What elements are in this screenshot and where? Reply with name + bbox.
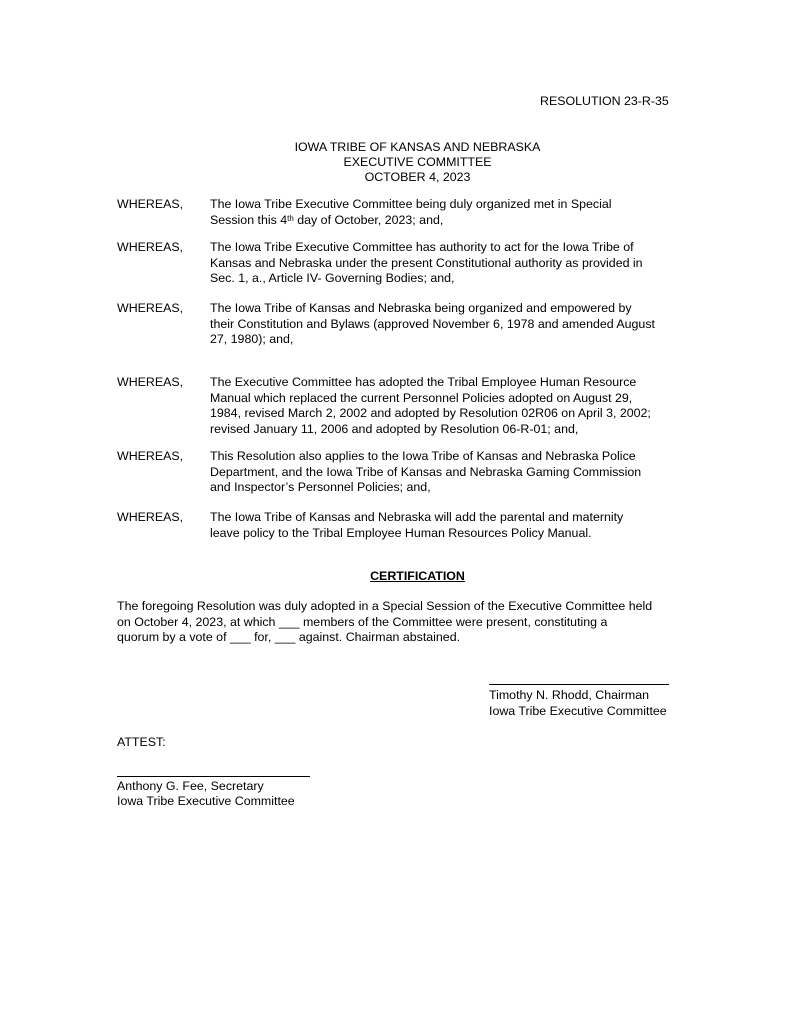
- clause-line: their Constitution and Bylaws (approved November 6, 1978 and amended August: [210, 316, 655, 331]
- clause-line: Sec. 1, a., Article IV- Governing Bodies; and,: [210, 271, 455, 285]
- certification-line: quorum by a vote of ___ for, ___ against. Chairman abstained.: [117, 630, 461, 644]
- clause-3: [210, 301, 690, 348]
- clause-line: [210, 213, 690, 229]
- clause-line: The Executive Committee has adopted the Tribal Employee Human Resource: [210, 375, 637, 389]
- whereas-label: WHEREAS,: [117, 449, 184, 463]
- clause-line: 27, 1980); and,: [210, 332, 294, 346]
- whereas-label: WHEREAS,: [117, 375, 184, 389]
- clause-line: This Resolution also applies to the Iowa Tribe of Kansas and Nebraska Police: [210, 449, 636, 463]
- whereas-label: WHEREAS,: [117, 197, 184, 211]
- clause-2: [210, 240, 690, 287]
- header-committee: EXECUTIVE COMMITTEE: [343, 155, 492, 169]
- chairman-name: Timothy N. Rhodd, Chairman: [489, 688, 649, 702]
- header-tribe-name: IOWA TRIBE OF KANSAS AND NEBRASKA: [294, 140, 541, 154]
- secretary-signature-line: [117, 776, 310, 777]
- secretary-name: Anthony G. Fee, Secretary: [117, 779, 264, 793]
- clause-line: Department, and the Iowa Tribe of Kansas and Nebraska Gaming Commission: [210, 464, 642, 479]
- certification-line: on October 4, 2023, at which ___ members of the Committee were present, constituting a: [117, 614, 608, 629]
- clause-line: and Inspector’s Personnel Policies; and,: [210, 480, 431, 494]
- clause-line: The Iowa Tribe Executive Committee being duly organized met in Special: [210, 197, 612, 211]
- clause-line: leave policy to the Tribal Employee Human Resources Policy Manual.: [210, 525, 592, 540]
- resolution-number: RESOLUTION 23-R-35: [540, 94, 669, 108]
- clause-line: 1984, revised March 2, 2002 and adopted by Resolution 02R06 on April 3, 2002;: [210, 406, 651, 420]
- ordinal-suffix: th: [287, 213, 294, 223]
- clause-4: [210, 375, 690, 437]
- certification-heading: CERTIFICATION: [370, 569, 465, 583]
- clause-text: Session this 4: [210, 212, 288, 227]
- clause-line: The Iowa Tribe Executive Committee has authority to act for the Iowa Tribe of: [210, 240, 634, 254]
- clause-line: The Iowa Tribe of Kansas and Nebraska will add the parental and maternity: [210, 510, 624, 524]
- whereas-label: WHEREAS,: [117, 240, 184, 254]
- clause-1: [210, 197, 690, 228]
- clause-line: revised January 11, 2006 and adopted by Resolution 06-R-01; and,: [210, 421, 579, 436]
- clause-6: [210, 510, 690, 541]
- secretary-title: Iowa Tribe Executive Committee: [117, 794, 295, 808]
- clause-line: Manual which replaced the current Personnel Policies adopted on August 29,: [210, 390, 633, 405]
- certification-line: The foregoing Resolution was duly adopted in a Special Session of the Executive Committee held: [117, 599, 653, 613]
- chairman-signature-line: [489, 684, 669, 685]
- chairman-title: Iowa Tribe Executive Committee: [489, 704, 667, 718]
- whereas-label: WHEREAS,: [117, 510, 184, 524]
- header-date: OCTOBER 4, 2023: [364, 170, 471, 184]
- attest-label: ATTEST:: [117, 735, 166, 749]
- clause-line: Kansas and Nebraska under the present Constitutional authority as provided in: [210, 255, 643, 270]
- certification-body: [117, 599, 652, 646]
- whereas-label: WHEREAS,: [117, 301, 184, 315]
- clause-5: [210, 449, 690, 496]
- clause-text: day of October, 2023; and,: [293, 212, 444, 227]
- clause-line: The Iowa Tribe of Kansas and Nebraska being organized and empowered by: [210, 301, 632, 315]
